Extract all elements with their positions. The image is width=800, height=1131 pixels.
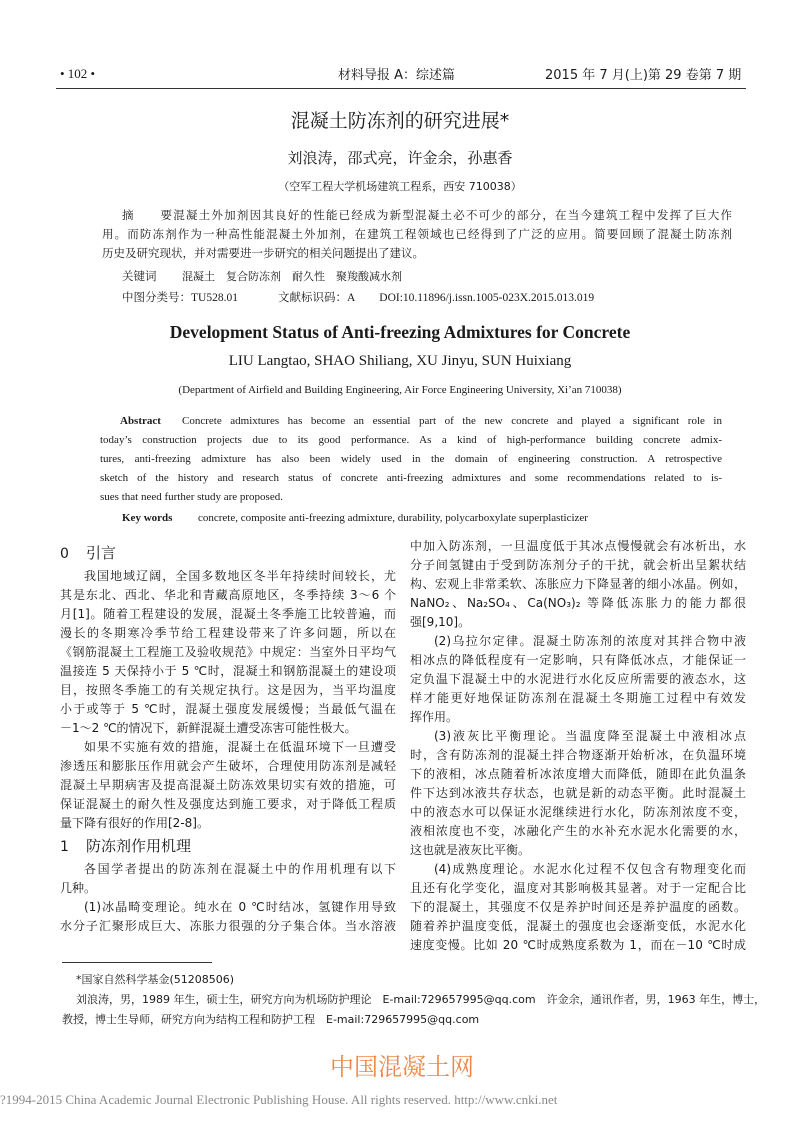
english-keywords (122, 511, 588, 526)
body-text-line: 这也就是液灰比平衡。 (410, 843, 531, 857)
section-title: 引言 (86, 544, 117, 562)
body-text-line: (2)乌拉尔定律。混凝土防冻剂的浓度对其拌合物中液 (434, 634, 746, 648)
chinese-keywords (122, 268, 402, 285)
abstract-line: today’s construction projects due to its good performance. As a kind of high-performance building concrete admix- (100, 434, 722, 446)
body-text-line: 液相浓度也不变，冰融化产生的水补充水泥水化需要的水， (410, 824, 746, 838)
body-text-line: 中的液态水可以保证水泥继续进行水化，防冻剂浓度不变， (410, 805, 746, 819)
journal-name: 材料导报 A：综述篇 (338, 68, 456, 83)
chinese-abstract (102, 206, 732, 263)
classification-line (122, 289, 594, 306)
english-abstract (100, 412, 722, 507)
body-text-line: (1)冰晶畸变理论。纯水在 0 ℃时结冰，氢键作用导致 (84, 900, 396, 914)
body-text-line: 各国学者提出的防冻剂在混凝土中的作用机理有以下 (84, 862, 396, 876)
section-heading (60, 833, 396, 860)
issue-info: 2015 年 7 月(上)第 29 卷第 7 期 (545, 68, 742, 83)
body-text-line: 水分子汇聚形成巨大、冻胀力很强的分子集合体。当水溶液 (60, 919, 396, 933)
english-authors: LIU Langtao, SHAO Shiliang, XU Jinyu, SUN Huixiang (228, 353, 572, 369)
left-column (60, 540, 396, 936)
abstract-line: 历史及研究现状，并对需要进一步研究的相关问题提出了建议。 (102, 246, 424, 260)
body-text-line: 我国地域辽阔，全国多数地区冬半年持续时间较长，尤 (84, 569, 396, 583)
author-note: 刘浪涛，男，1989 年生，硕士生，研究方向为机场防护理论 E-mail:729657995@qq.com 许金余，通讯作者，男，1963 年生，博士， (76, 993, 766, 1006)
body-text-line: 几种。 (60, 881, 97, 895)
body-text-line: 如果不实施有效的措施，混凝土在低温环境下一旦遭受 (84, 740, 396, 754)
body-text-line: 月[1]。随着工程建设的发展，混凝土冬季施工比较普遍，而 (60, 607, 396, 621)
body-text-line: 强[9,10]。 (410, 615, 471, 629)
body-text-line: NaNO₂、Na₂SO₄、Ca(NO₃)₂ 等降低冻胀力的能力都很 (410, 596, 746, 610)
body-text-line: 中加入防冻剂，一旦温度低于其冰点慢慢就会有冰析出，水 (410, 539, 746, 553)
chinese-title: 混凝土防冻剂的研究进展* (290, 110, 510, 132)
body-text-line: 目，按照冬季施工的有关规定执行。这是因为，当平均温度 (60, 683, 396, 697)
abstract-line: sketch of the history and research status of concrete anti-freezing admixtures and some recommendations related to is- (100, 472, 722, 484)
footnote (62, 970, 766, 1030)
keywords-label: 关键词 (122, 269, 157, 283)
abstract-line: sues that need further study are proposed. (100, 491, 283, 503)
footnote-divider (62, 962, 212, 963)
body-text-line: 下的混凝土，其强度不仅是养护时间还是养护温度的函数。 (410, 900, 746, 914)
abstract-line: Concrete admixtures has become an essential part of the new concrete and played a significant role in (182, 415, 722, 427)
body-text-line: 渗透压和膨胀压作用就会产生破坏，合理使用防冻剂是减轻 (60, 759, 396, 773)
watermark-logo: 中国混凝土网 (330, 1053, 474, 1081)
section-heading (60, 540, 396, 567)
body-text-line: 其是东北、西北、华北和青藏高原地区，冬季持续 3～6 个 (60, 588, 396, 602)
header-divider (56, 88, 746, 89)
body-text-line: 分子间氢键由于受到防冻剂分子的干扰，就会析出呈絮状结 (410, 558, 746, 572)
body-text-line: 随着养护温度变低，混凝土的强度也会逐渐变低，水泥水化 (410, 919, 746, 933)
body-text-line: (3)液灰比平衡理论。当温度降至混凝土中液相冰点 (434, 729, 746, 743)
right-column (410, 537, 746, 955)
body-text-line: 《钢筋混凝土工程施工及验收规范》中规定：当室外日平均气 (60, 645, 396, 659)
fund-note: *国家自然科学基金(51208506) (76, 973, 235, 986)
english-affiliation: (Department of Airfield and Building Engineering, Air Force Engineering University, Xi’an 710038) (178, 384, 622, 396)
page-number: • 102 • (60, 66, 96, 81)
chinese-authors: 刘浪涛，邵式亮，许金余，孙惠香 (287, 149, 513, 167)
abstract-line: tures, anti-freezing admixture has also been widely used in the domain of engineering construction. A retrospective (100, 453, 722, 465)
doccode-label: 文献标识码： (277, 290, 347, 304)
abstract-line: 混凝土外加剂因其良好的性能已经成为新型混凝土必不可少的部分，在当今建筑工程中发挥了巨大作 (172, 208, 732, 222)
section-number: 0 (60, 546, 69, 562)
body-text-line: 挥作用。 (410, 710, 459, 724)
body-text-line: 小于或等于 5 ℃时，混凝土强度发展缓慢；当最低气温在 (60, 702, 396, 716)
doi: DOI:10.11896/j.issn.1005-023X.2015.013.019 (379, 292, 595, 304)
body-text-line: 件下达到冰液共存状态，也就是新的动态平衡。此时混凝土 (410, 786, 746, 800)
body-text-line: 漫长的冬期寒冷季节给工程建设带来了许多问题，所以在 (60, 626, 396, 640)
author-note: 教授，博士生导师，研究方向为结构工程和防护工程 E-mail:729657995@qq.com (62, 1013, 480, 1026)
keywords-value: concrete, composite anti-freezing admixture, durability, polycarboxylate superplasticizer (198, 512, 588, 524)
body-text-line: 温接连 5 天保持小于 5 ℃时，混凝土和钢筋混凝土的建设项 (60, 664, 396, 678)
section-number: 1 (60, 839, 69, 855)
keywords-label: Key words (122, 512, 173, 524)
body-text-line: 保证混凝土的耐久性及强度达到施工要求，对于降低工程质 (60, 797, 396, 811)
body-text-line: (4)成熟度理论。水泥水化过程不仅包含有物理变化而 (434, 862, 746, 876)
body-text-line: 样才能更好地保证防冻剂在混凝土冬期施工过程中有效发 (410, 691, 746, 705)
section-title: 防冻剂作用机理 (86, 837, 192, 855)
body-text-line: 且还有化学变化，温度对其影响极其显著。对于一定配合比 (410, 881, 746, 895)
body-text-line: －1～2 ℃的情况下，新鲜混凝土遭受冻害可能性极大。 (60, 721, 357, 735)
body-text-line: 相冰点的降低程度有一定影响，只有降低冰点，才能保证一 (410, 653, 746, 667)
body-text-line: 下的液相，冰点随着析冰浓度增大而降低，随即在此负温条 (410, 767, 746, 781)
abstract-label: Abstract (120, 415, 161, 427)
doccode-value: A (346, 292, 356, 304)
body-text-line: 时，含有防冻剂的混凝土拌合物逐渐开始析冰，在负温环境 (410, 748, 746, 762)
abstract-label: 摘要 (122, 208, 172, 222)
body-text-line: 构、宏观上非常柔软、冻胀应力下降显著的细小冰晶。例如， (410, 577, 746, 591)
english-title: Development Status of Anti-freezing Admixtures for Concrete (169, 322, 631, 342)
class-label: 中图分类号： (122, 290, 191, 304)
class-value: TU528.01 (191, 292, 238, 304)
copyright-notice: ?1994-2015 China Academic Journal Electronic Publishing House. All rights reserved. http://www.cnki.net (0, 1092, 558, 1107)
body-text-line: 混凝土早期病害及提高混凝土防冻效果切实有效的措施，可 (60, 778, 396, 792)
abstract-line: 用。而防冻剂作为一种高性能混凝土外加剂，在建筑工程领域也已经得到了广泛的应用。简要回顾了混凝土防冻剂 (102, 227, 732, 241)
keywords-value: 混凝土 复合防冻剂 耐久性 聚羧酸减水剂 (182, 270, 402, 283)
body-text-line: 速度变慢。比如 20 ℃时成熟度系数为 1，而在－10 ℃时成 (410, 938, 746, 952)
chinese-affiliation: （空军工程大学机场建筑工程系，西安 710038） (278, 180, 522, 193)
body-text-line: 量下降有很好的作用[2-8]。 (60, 816, 209, 830)
body-text-line: 定负温下混凝土中的水泥进行水化反应所需要的液态水，这 (410, 672, 746, 686)
